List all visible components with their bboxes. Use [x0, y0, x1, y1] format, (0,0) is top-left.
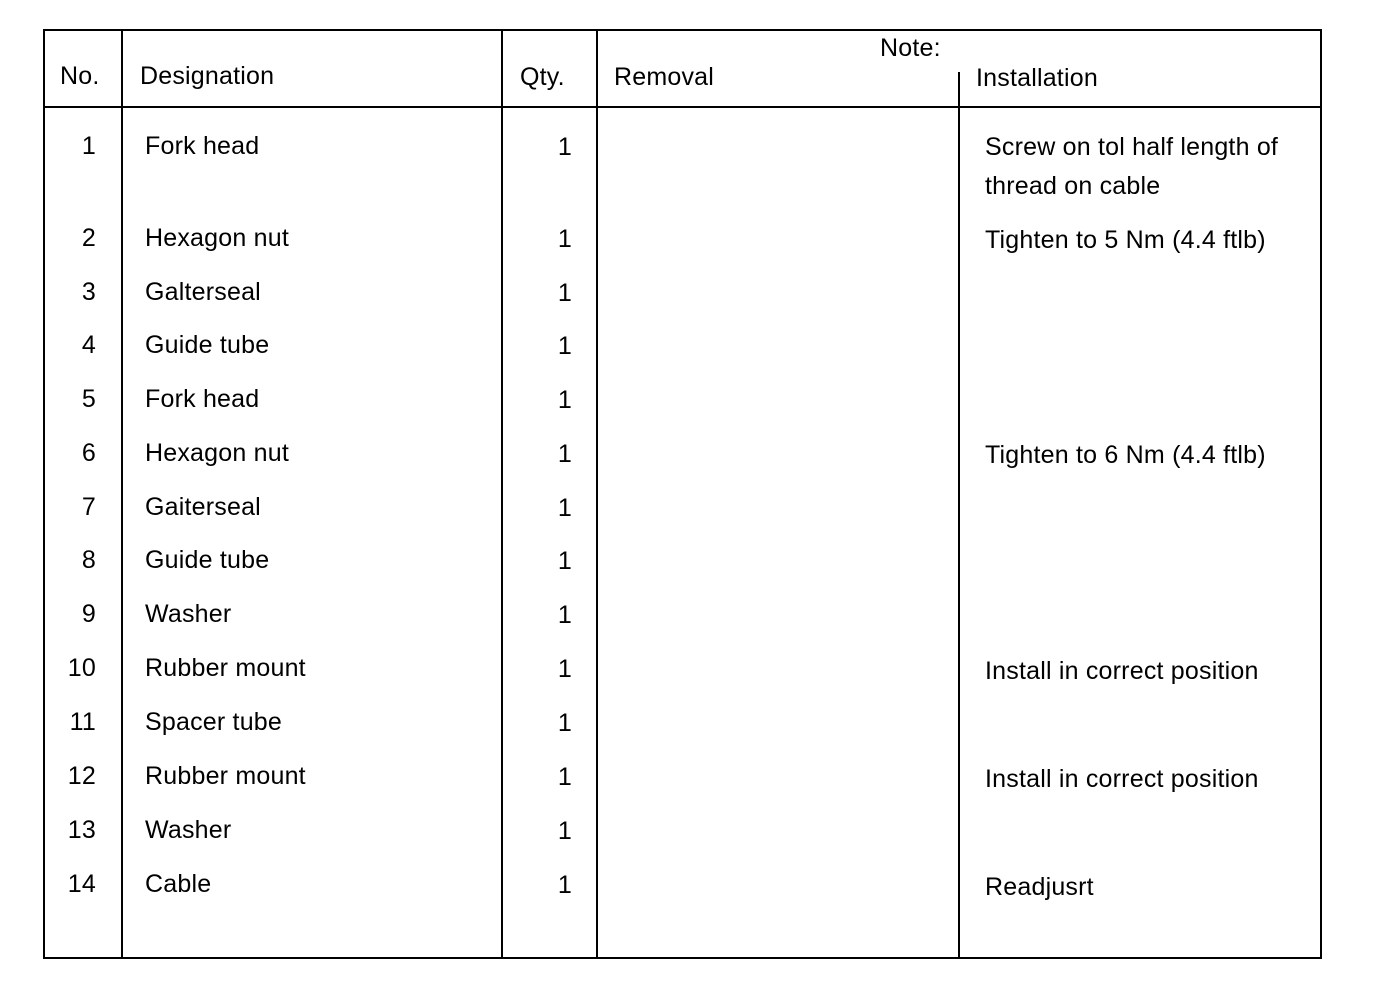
- row-2-designation: Hexagon nut: [145, 224, 289, 252]
- row-1-no: 1: [81, 132, 96, 160]
- row-2-installation: Tighten to 5 Nm (4.4 ftlb): [985, 226, 1266, 254]
- row-7-qty: 1: [557, 494, 572, 522]
- row-8-qty: 1: [557, 547, 572, 575]
- row-10-designation: Rubber mount: [145, 654, 306, 682]
- row-1-installation: Screw on tol half length of thread on cable: [985, 133, 1279, 200]
- row-6-no: 6: [81, 439, 96, 467]
- row-3-no: 3: [81, 278, 96, 306]
- header-installation: Installation: [976, 64, 1098, 92]
- row-6-installation: Tighten to 6 Nm (4.4 ftlb): [985, 441, 1266, 469]
- row-1-qty: 1: [557, 133, 572, 161]
- row-12-no: 12: [67, 762, 96, 790]
- col-divider-qty: [596, 29, 598, 959]
- row-13-qty: 1: [557, 817, 572, 845]
- row-10-installation: Install in correct position: [985, 657, 1259, 685]
- row-12-designation: Rubber mount: [145, 762, 306, 790]
- row-9-qty: 1: [557, 601, 572, 629]
- col-divider-designation: [501, 29, 503, 959]
- row-5-qty: 1: [557, 386, 572, 414]
- row-2-qty: 1: [557, 225, 572, 253]
- row-4-no: 4: [81, 331, 96, 359]
- header-removal: Removal: [614, 63, 715, 91]
- row-14-installation: Readjusrt: [985, 873, 1094, 901]
- header-note: Note:: [880, 34, 941, 62]
- row-12-installation: Install in correct position: [985, 765, 1259, 793]
- row-9-no: 9: [81, 600, 96, 628]
- row-12-qty: 1: [557, 763, 572, 791]
- row-10-no: 10: [67, 654, 96, 682]
- row-9-designation: Washer: [145, 600, 232, 628]
- row-5-no: 5: [81, 385, 96, 413]
- row-3-designation: Galterseal: [145, 278, 261, 306]
- col-divider-no: [121, 29, 123, 959]
- row-14-designation: Cable: [145, 870, 212, 898]
- row-7-no: 7: [81, 493, 96, 521]
- header-divider: [43, 106, 1322, 108]
- row-13-no: 13: [67, 816, 96, 844]
- row-1-designation: Fork head: [145, 132, 260, 160]
- row-14-no: 14: [67, 870, 96, 898]
- header-no: No.: [60, 62, 100, 90]
- row-2-no: 2: [81, 224, 96, 252]
- row-4-qty: 1: [557, 332, 572, 360]
- row-3-qty: 1: [557, 279, 572, 307]
- row-5-designation: Fork head: [145, 385, 260, 413]
- row-10-qty: 1: [557, 655, 572, 683]
- row-11-designation: Spacer tube: [145, 708, 283, 736]
- header-qty: Qty.: [520, 63, 565, 91]
- row-7-designation: Gaiterseal: [145, 493, 261, 521]
- row-14-qty: 1: [557, 871, 572, 899]
- row-8-designation: Guide tube: [145, 546, 270, 574]
- row-8-no: 8: [81, 546, 96, 574]
- row-13-designation: Washer: [145, 816, 232, 844]
- col-divider-removal: [958, 72, 960, 959]
- row-6-qty: 1: [557, 440, 572, 468]
- row-11-no: 11: [69, 708, 96, 736]
- header-designation: Designation: [140, 62, 275, 90]
- row-11-qty: 1: [557, 709, 572, 737]
- row-4-designation: Guide tube: [145, 331, 270, 359]
- row-6-designation: Hexagon nut: [145, 439, 289, 467]
